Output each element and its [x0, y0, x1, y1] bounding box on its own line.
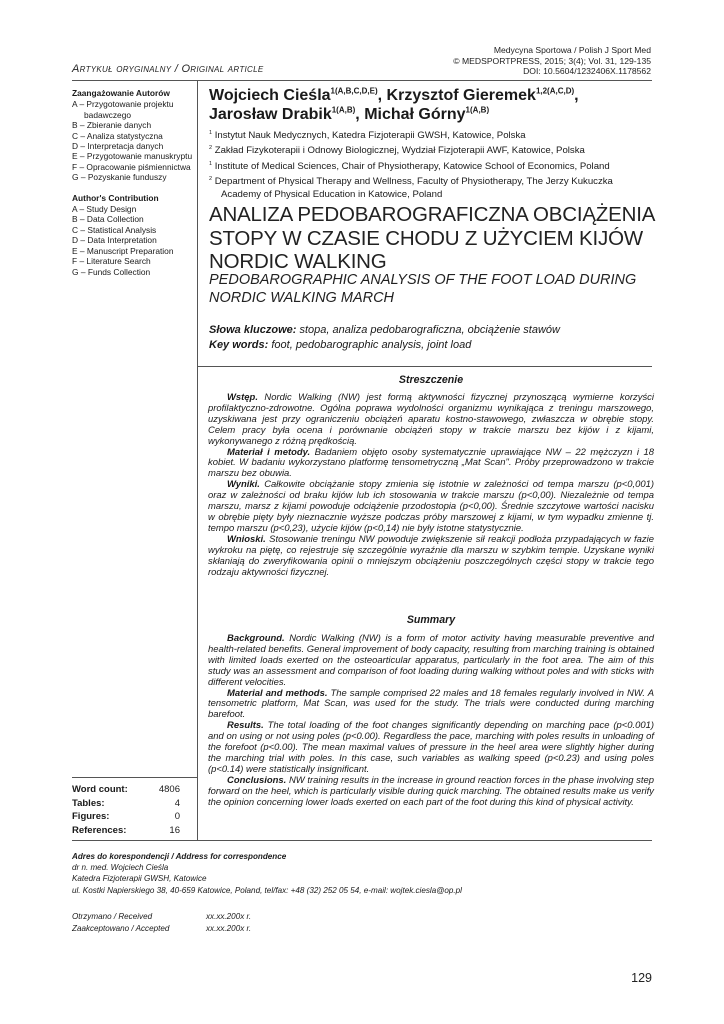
sidebar-item: C – Analiza statystyczna [72, 130, 163, 141]
sidebar-item: C – Statistical Analysis [72, 224, 157, 235]
affiliations [209, 127, 654, 201]
keywords-en: Key words: foot, pedobarographic analysis, joint load [209, 338, 472, 351]
title-english: PEDOBAROGRAPHIC ANALYSIS OF THE FOOT LOAD DURING NORDIC WALKING MARCH [209, 272, 637, 306]
sidebar-divider-top [197, 80, 198, 367]
journal-doi: DOI: 10.5604/1232406X.1178562 [523, 66, 651, 76]
author-name: Wojciech Cieśla [209, 87, 331, 104]
sidebar-item: B – Data Collection [72, 214, 144, 225]
streszczenie-body [208, 393, 654, 578]
journal-info [453, 45, 651, 77]
sidebar-item: D – Interpretacja danych [72, 141, 164, 152]
author-contribution-sidebar [72, 88, 194, 277]
date-accepted: Zaakceptowano / Accepted xx.xx.200x r. [72, 923, 252, 933]
author-list: Wojciech Cieśla$^{1(A,B,C,D,E)}$, Krzysztof Gieremek$^{1,2(A,C,D)}$, Jarosław Drabik$^{1(A,B)}$, Michał Górny$^{1(A,B)}$ [209, 86, 579, 123]
affiliation: $^2$ Zakład Fizykoterapii i Odnowy Biologicznej, Wydział Fizjoterapii AWF, Katowice, Polska [209, 145, 585, 157]
abstract-paragraph: Material and methods. The sample comprised 22 males and 18 females regularly involved in NW. A tensometric platform, Mat Scan, was used for the study. The trials were conducted during marching barefoot. [208, 687, 655, 721]
counts-rule [72, 777, 197, 778]
affiliation: $^1$ Institute of Medical Sciences, Chair of Physiotherapy, Katowice School of Economics, Poland [209, 160, 610, 172]
footer-rule [72, 840, 652, 841]
correspondence-heading: Adres do korespondencji / Address for correspondence [72, 852, 287, 861]
author-name: Krzysztof Gieremek [386, 87, 536, 104]
page-number: 129 [631, 971, 652, 985]
title-polish: ANALIZA PEDOBAROGRAFICZNA OBCIĄŻENIA STOPY W CZASIE CHODU Z UŻYCIEM KIJÓW NORDIC WALKING [209, 203, 655, 273]
abstract-paragraph: Conclusions. NW training results in the increase in ground reaction forces in the phase involving step forward on the heel, which is particularly visible during quick marching. The obtained results make us verify the opinion concerning lower loads exerted on each part of the foot during this kind of physical activity. [208, 774, 654, 808]
sidebar-item: G – Pozyskanie funduszy [72, 172, 167, 183]
correspondence-line: ul. Kostki Napierskiego 38, 40-659 Katowice, Poland, tel/fax: +48 (32) 252 05 54, e-mail: wojtek.ciesla@op.pl [72, 885, 462, 895]
sidebar-item: E – Przygotowanie manuskryptu [72, 151, 193, 162]
keywords-pl: Słowa kluczowe: stopa, analiza pedobarograficzna, obciążenie stawów [209, 324, 560, 336]
sidebar-item: B – Zbieranie danych [72, 120, 152, 131]
author-contribution: 1(A,B) [465, 105, 490, 115]
sidebar-item: F – Literature Search [72, 256, 151, 267]
count-row-figures: Figures: 0 [72, 811, 180, 823]
abstract-paragraph: Materiał i metody. Badaniem objęto osoby systematycznie uprawiające NW – 22 mężczyzn i 18 kobiet. W badaniu wykorzystano platformę tensometryczną „Mat Scan". Próby przeprowadzono w trakcie marszu bez obuwia. [208, 446, 654, 480]
summary-heading: Summary [406, 614, 456, 626]
author-contribution: 1(A,B) [331, 105, 356, 115]
sidebar-item: D – Data Interpretation [72, 235, 157, 246]
abstract-paragraph: Results. The total loading of the foot changes significantly depending on marching pace (p<0.001) and on using or not using poles (p<0.00). Regardless the pace, marching with poles results in unloading of the forefoot (p<0.00). The mean maximal values of pressure in the heel area were slightly higher during the marching trial with poles. In this case, such variables as walking speed (p<0.23) and using poles (p<0.14) were statistically insignificant. [208, 720, 654, 775]
date-received: Otrzymano / Received xx.xx.200x r. [72, 912, 252, 921]
affiliation: $^1$ Instytut Nauk Medycznych, Katedra Fizjoterapii GWSH, Katowice, Polska [209, 130, 526, 142]
keywords [209, 323, 659, 352]
author-contribution: 1(A,B,C,D,E) [330, 86, 378, 96]
header-rule [72, 80, 652, 81]
sidebar-item: E – Manuscript Preparation [72, 245, 174, 256]
affiliation: $^2$ Department of Physical Therapy and Wellness, Faculty of Physiotherapy, The Jerzy Kukuczka Academy of Physical Education in Katowice, Poland [209, 176, 613, 200]
count-row-words: Word count: 4806 [72, 784, 180, 795]
journal-volume: © MEDSPORTPRESS, 2015; 3(4); Vol. 31, 129-135 [453, 55, 651, 66]
count-row-references: References: 16 [72, 824, 180, 836]
count-row-tables: Tables: 4 [72, 797, 180, 809]
sidebar-item: A – Study Design [72, 204, 137, 215]
correspondence-line: Katedra Fizjoterapii GWSH, Katowice [72, 874, 207, 884]
abstract-paragraph: Background. Nordic Walking (NW) is a form of motor activity having measurable preventive and health-related benefits. General improvement of body capacity, resulting from marching training is obtained with limited loads exerted on the osteoarticular apparatus, particularly in the foot area. The aim of this study was an assessment and comparison of foot loading during walking without poles and with sticks with different velocities. [208, 633, 654, 688]
correspondence [72, 851, 632, 896]
summary-body [208, 634, 654, 809]
sidebar-divider-bottom [197, 366, 198, 840]
abstract-paragraph: Wyniki. Całkowite obciążanie stopy zmienia się istotnie w zależności od tempa marszu (p<0,001) oraz w zależności od braku kijów lub ich stosowania w trakcie marszu (p<0,00). Niezależnie od tempa marszu, marsz z kijami powoduje odciążenie przodostopia (p<0,00). Średnie szczytowe wartości nacisku w obrębie pięty były nieznacznie wyższe podczas próby marszowej z kijami, w tym wypadku zmienne tj. tempo marszu (p<0,23), użycie kijów (p<0,14) nie były istotne statystycznie. [208, 479, 654, 534]
journal-name: Medycyna Sportowa / Polish J Sport Med [493, 45, 651, 55]
correspondence-line: dr n. med. Wojciech Cieśla [72, 863, 169, 873]
submission-dates [72, 911, 251, 934]
sidebar-item: F – Opracowanie piśmiennictwa [72, 161, 191, 172]
sidebar-heading-pl: Zaangażowanie Autorów [72, 88, 170, 98]
abstract-paragraph: Wnioski. Stosowanie treningu NW powoduje zwiększenie sił reakcji podłoża przypadających w fazie wykroku na piętę, co rejestruje się szczególnie wyraźnie dla marszu w szybkim tempie. Uzyskane wyniki skłaniają do zweryfikowania opinii o mniejszym obciążeniu poszczególnych części stopy w trakcie tego rodzaju aktywności fizycznej. [208, 533, 654, 578]
author-contribution: 1,2(A,C,D) [535, 86, 575, 96]
author-name: Michał Górny [364, 106, 466, 123]
streszczenie-heading: Streszczenie [398, 374, 464, 386]
manuscript-counts [72, 783, 180, 837]
keywords-rule [197, 366, 652, 367]
abstract-paragraph: Wstęp. Nordic Walking (NW) jest formą aktywności fizycznej przynoszącą wymierne korzyści profilaktyczno-zdrowotne. Ogólna poprawa wydolności organizmu wynikająca z treningu marszowego, uzyskiwana jest przy ograniczeniu obciążeń aparatu kostno-stawowego, zwłaszcza w obrębie stopy. Celem pracy była ocena i porównanie obciążeń stopy w trakcie marszu bez kijów i z kijami, wykonywanego z różną prędkością. [208, 392, 654, 447]
author-name: Jarosław Drabik [209, 106, 332, 123]
sidebar-heading-en: Author's Contribution [72, 192, 159, 203]
sidebar-item: A – Przygotowanie projektu badawczego [72, 99, 174, 120]
sidebar-item: G – Funds Collection [72, 266, 151, 277]
article-type: Artykuł oryginalny / Original article [72, 63, 264, 75]
